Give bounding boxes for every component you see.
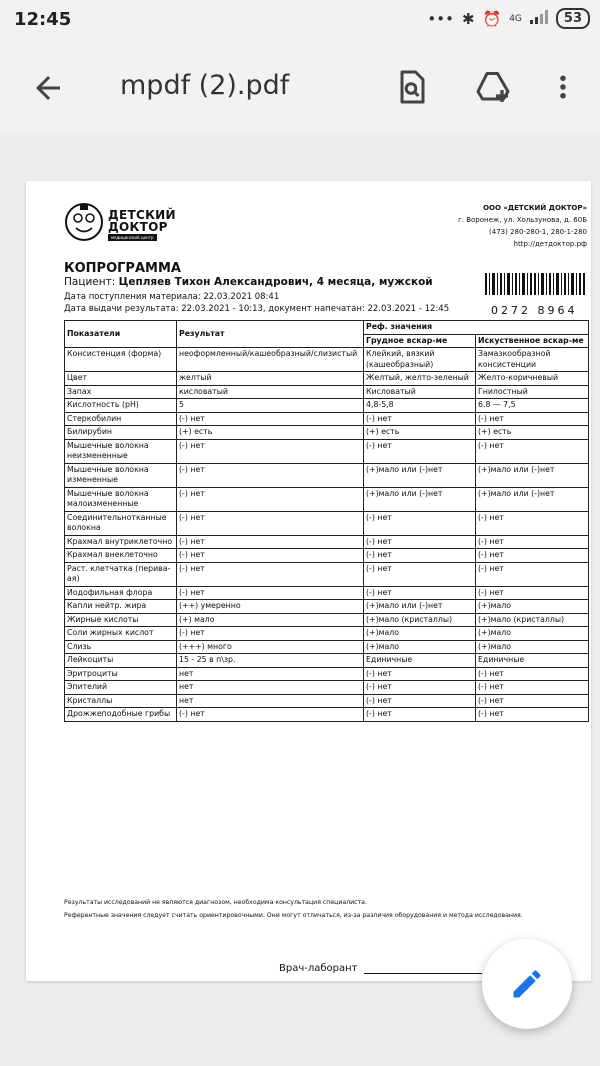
barcode-number: 0272 8964 bbox=[491, 304, 578, 317]
cell-ref-breast: (-) нет bbox=[364, 535, 476, 549]
cell-indicator: Соли жирных кислот bbox=[65, 627, 177, 641]
header-indicator: Показатели bbox=[65, 321, 177, 348]
cell-ref-breast: Желтый, желто-зеленый bbox=[364, 372, 476, 386]
cell-result: (-) нет bbox=[177, 535, 364, 549]
cell-ref-breast: (+)мало или (-)нет bbox=[364, 463, 476, 487]
cell-result: нет bbox=[177, 694, 364, 708]
table-row bbox=[65, 348, 589, 372]
status-icons bbox=[427, 8, 590, 29]
cell-ref-artificial: (-) нет bbox=[476, 667, 589, 681]
cell-ref-breast: (-) нет bbox=[364, 439, 476, 463]
cell-result: (-) нет bbox=[177, 439, 364, 463]
cell-ref-breast: (+) есть bbox=[364, 426, 476, 440]
cell-result: нет bbox=[177, 681, 364, 695]
status-time: 12:45 bbox=[14, 9, 72, 30]
cell-indicator: Дрожжеподобные грибы bbox=[65, 708, 177, 722]
cell-ref-breast: (+)мало или (-)нет bbox=[364, 487, 476, 511]
cell-indicator: Слизь bbox=[65, 640, 177, 654]
clinic-logo bbox=[64, 202, 174, 244]
cell-indicator: Крахмал внеклеточно bbox=[65, 549, 177, 563]
cell-ref-artificial: 6.8 — 7,5 bbox=[476, 399, 589, 413]
cell-indicator: Соединительнотканные волокна bbox=[65, 511, 177, 535]
issued-date: Дата выдачи результата: 22.03.2021 - 10:13, документ напечатан: 22.03.2021 - 12:45 bbox=[64, 304, 450, 314]
table-row bbox=[65, 654, 589, 668]
pencil-icon bbox=[509, 966, 545, 1002]
cell-ref-artificial: (+)мало (кристаллы) bbox=[476, 613, 589, 627]
cell-indicator: Иодофильная флора bbox=[65, 586, 177, 600]
cell-ref-artificial: (-) нет bbox=[476, 562, 589, 586]
cell-result: желтый bbox=[177, 372, 364, 386]
table-row bbox=[65, 487, 589, 511]
search-in-document-icon[interactable] bbox=[393, 68, 429, 106]
signature-label: Врач-лаборант bbox=[279, 963, 358, 974]
signal-icon bbox=[530, 10, 548, 28]
battery-indicator: 53 bbox=[556, 8, 590, 29]
table-row bbox=[65, 562, 589, 586]
cell-ref-artificial: (-) нет bbox=[476, 694, 589, 708]
cell-indicator: Крахмал внутриклеточно bbox=[65, 535, 177, 549]
cell-ref-artificial: (+)мало или (-)нет bbox=[476, 463, 589, 487]
cell-ref-breast: (-) нет bbox=[364, 708, 476, 722]
cell-ref-breast: (-) нет bbox=[364, 511, 476, 535]
patient-label: Пациент: bbox=[64, 276, 119, 288]
cell-ref-breast: (+)мало (кристаллы) bbox=[364, 613, 476, 627]
document-title: КОПРОГРАММА bbox=[64, 261, 181, 276]
table-header-row bbox=[65, 321, 589, 335]
received-date: Дата поступления материала: 22.03.2021 08:41 bbox=[64, 292, 280, 302]
table-row bbox=[65, 681, 589, 695]
company-site: http://детдоктор.рф bbox=[513, 240, 587, 248]
pdf-page[interactable] bbox=[26, 181, 591, 981]
cell-ref-artificial: (-) нет bbox=[476, 586, 589, 600]
cell-result: (+) есть bbox=[177, 426, 364, 440]
company-name: ООО «ДЕТСКИЙ ДОКТОР» bbox=[483, 204, 587, 212]
network-type: 4G bbox=[509, 13, 522, 24]
table-row bbox=[65, 600, 589, 614]
cell-indicator: Билирубин bbox=[65, 426, 177, 440]
cell-ref-breast: 4,8-5,8 bbox=[364, 399, 476, 413]
cell-indicator: Мышечные волокна малоизмененные bbox=[65, 487, 177, 511]
cell-result: (-) нет bbox=[177, 627, 364, 641]
cell-ref-breast: (-) нет bbox=[364, 667, 476, 681]
cell-ref-artificial: (+)мало или (-)нет bbox=[476, 487, 589, 511]
cell-result: (++) умеренно bbox=[177, 600, 364, 614]
cell-result: 5 bbox=[177, 399, 364, 413]
table-row bbox=[65, 511, 589, 535]
cell-result: (-) нет bbox=[177, 549, 364, 563]
cell-indicator: Мышечные волокна неизмененные bbox=[65, 439, 177, 463]
cell-ref-breast: (+)мало bbox=[364, 627, 476, 641]
results-table bbox=[64, 320, 589, 722]
signature-underline bbox=[364, 963, 482, 974]
cell-ref-artificial: (-) нет bbox=[476, 681, 589, 695]
cell-ref-artificial: Желто-коричневый bbox=[476, 372, 589, 386]
cell-ref-breast: Единичные bbox=[364, 654, 476, 668]
cell-result: (-) нет bbox=[177, 511, 364, 535]
cell-indicator: Жирные кислоты bbox=[65, 613, 177, 627]
company-phones: (473) 280-280-1, 280-1-280 bbox=[489, 228, 587, 236]
cell-ref-breast: Кисловатый bbox=[364, 385, 476, 399]
table-row bbox=[65, 412, 589, 426]
cell-result: (+) мало bbox=[177, 613, 364, 627]
logo-line2: ДОКТОР bbox=[108, 220, 168, 234]
header-artificial: Искуственное вскар-ме bbox=[476, 334, 589, 348]
cell-ref-breast: (-) нет bbox=[364, 562, 476, 586]
cell-ref-breast: (-) нет bbox=[364, 549, 476, 563]
table-row bbox=[65, 426, 589, 440]
add-to-drive-icon[interactable] bbox=[475, 68, 511, 106]
table-row bbox=[65, 640, 589, 654]
cell-result: неоформленный/кашеобразный/слизистый bbox=[177, 348, 364, 372]
bluetooth-icon: ✱ bbox=[461, 9, 475, 28]
table-row bbox=[65, 694, 589, 708]
cell-ref-breast: (-) нет bbox=[364, 586, 476, 600]
cell-ref-artificial: (+)мало bbox=[476, 640, 589, 654]
cell-result: (-) нет bbox=[177, 487, 364, 511]
table-row bbox=[65, 399, 589, 413]
cell-result: нет bbox=[177, 667, 364, 681]
cell-ref-breast: (+)мало bbox=[364, 640, 476, 654]
patient-line bbox=[64, 276, 433, 288]
table-row bbox=[65, 549, 589, 563]
disclaimer-note: Результаты исследований не являются диагнозом, необходима консультация специалиста. bbox=[64, 899, 367, 906]
doctor-mascot-icon bbox=[64, 202, 104, 242]
cell-ref-artificial: Гнилостный bbox=[476, 385, 589, 399]
cell-ref-artificial: Замазкообразной консистенции bbox=[476, 348, 589, 372]
table-row bbox=[65, 535, 589, 549]
file-title: mpdf (2).pdf bbox=[120, 70, 290, 101]
cell-ref-artificial: (-) нет bbox=[476, 511, 589, 535]
cell-result: 15 - 25 в п\зр. bbox=[177, 654, 364, 668]
back-arrow-icon[interactable] bbox=[30, 70, 66, 106]
table-row bbox=[65, 385, 589, 399]
cell-indicator: Цвет bbox=[65, 372, 177, 386]
cell-ref-artificial: Единичные bbox=[476, 654, 589, 668]
table-row bbox=[65, 372, 589, 386]
cell-ref-breast: (-) нет bbox=[364, 694, 476, 708]
cell-ref-artificial: (+)мало bbox=[476, 627, 589, 641]
cell-indicator: Стеркобилин bbox=[65, 412, 177, 426]
cell-ref-artificial: (-) нет bbox=[476, 439, 589, 463]
table-row bbox=[65, 627, 589, 641]
patient-name: Цепляев Тихон Александрович, 4 месяца, мужской bbox=[118, 276, 433, 288]
table-row bbox=[65, 463, 589, 487]
cell-indicator: Раст. клетчатка (перива-ая) bbox=[65, 562, 177, 586]
app-bar bbox=[0, 40, 600, 135]
cell-result: (-) нет bbox=[177, 586, 364, 600]
cell-ref-artificial: (-) нет bbox=[476, 412, 589, 426]
cell-ref-artificial: (-) нет bbox=[476, 708, 589, 722]
cell-indicator: Мышечные волокна измененные bbox=[65, 463, 177, 487]
barcode-bars bbox=[485, 273, 585, 295]
logo-line1: ДЕТСКИЙ bbox=[108, 208, 176, 222]
cell-indicator: Лейкоциты bbox=[65, 654, 177, 668]
cell-indicator: Эпителий bbox=[65, 681, 177, 695]
more-options-icon[interactable] bbox=[548, 68, 578, 106]
cell-ref-breast: (-) нет bbox=[364, 412, 476, 426]
cell-ref-artificial: (-) нет bbox=[476, 535, 589, 549]
cell-result: (-) нет bbox=[177, 708, 364, 722]
cell-indicator: Кислотность (рН) bbox=[65, 399, 177, 413]
cell-ref-breast: (+)мало или (-)нет bbox=[364, 600, 476, 614]
cell-indicator: Кристаллы bbox=[65, 694, 177, 708]
edit-fab-button[interactable] bbox=[482, 939, 572, 1029]
signature-line bbox=[279, 963, 482, 974]
table-row bbox=[65, 708, 589, 722]
reference-note: Референтные значения следует считать ориентировочными. Они могут отличаться, из-за различия оборудования и метода исследования. bbox=[64, 912, 523, 919]
header-ref: Реф. значения bbox=[364, 321, 589, 335]
cell-indicator: Капли нейтр. жира bbox=[65, 600, 177, 614]
table-row bbox=[65, 613, 589, 627]
cell-result: (-) нет bbox=[177, 463, 364, 487]
company-address: г. Воронеж, ул. Хользунова, д. 60Б bbox=[458, 216, 587, 224]
cell-result: (-) нет bbox=[177, 412, 364, 426]
cell-result: (-) нет bbox=[177, 562, 364, 586]
company-info bbox=[458, 202, 587, 250]
status-bar bbox=[0, 0, 600, 40]
logo-line3: медицинский центр bbox=[108, 234, 157, 241]
table-row bbox=[65, 586, 589, 600]
cell-result: кисловатый bbox=[177, 385, 364, 399]
alarm-icon: ⏰ bbox=[482, 9, 502, 28]
header-result: Результат bbox=[177, 321, 364, 348]
table-row bbox=[65, 667, 589, 681]
cell-indicator: Консистенция (форма) bbox=[65, 348, 177, 372]
cell-ref-artificial: (+)мало bbox=[476, 600, 589, 614]
table-row bbox=[65, 439, 589, 463]
more-notifications-icon: ••• bbox=[427, 9, 454, 28]
cell-result: (+++) много bbox=[177, 640, 364, 654]
cell-indicator: Эритроциты bbox=[65, 667, 177, 681]
cell-ref-breast: Клейкий, вязкий (кашеобразный) bbox=[364, 348, 476, 372]
header-breast: Грудное вскар-ме bbox=[364, 334, 476, 348]
cell-indicator: Запах bbox=[65, 385, 177, 399]
cell-ref-artificial: (-) нет bbox=[476, 549, 589, 563]
dates-block bbox=[64, 291, 449, 315]
cell-ref-breast: (-) нет bbox=[364, 681, 476, 695]
cell-ref-artificial: (+) есть bbox=[476, 426, 589, 440]
barcode bbox=[485, 273, 585, 317]
